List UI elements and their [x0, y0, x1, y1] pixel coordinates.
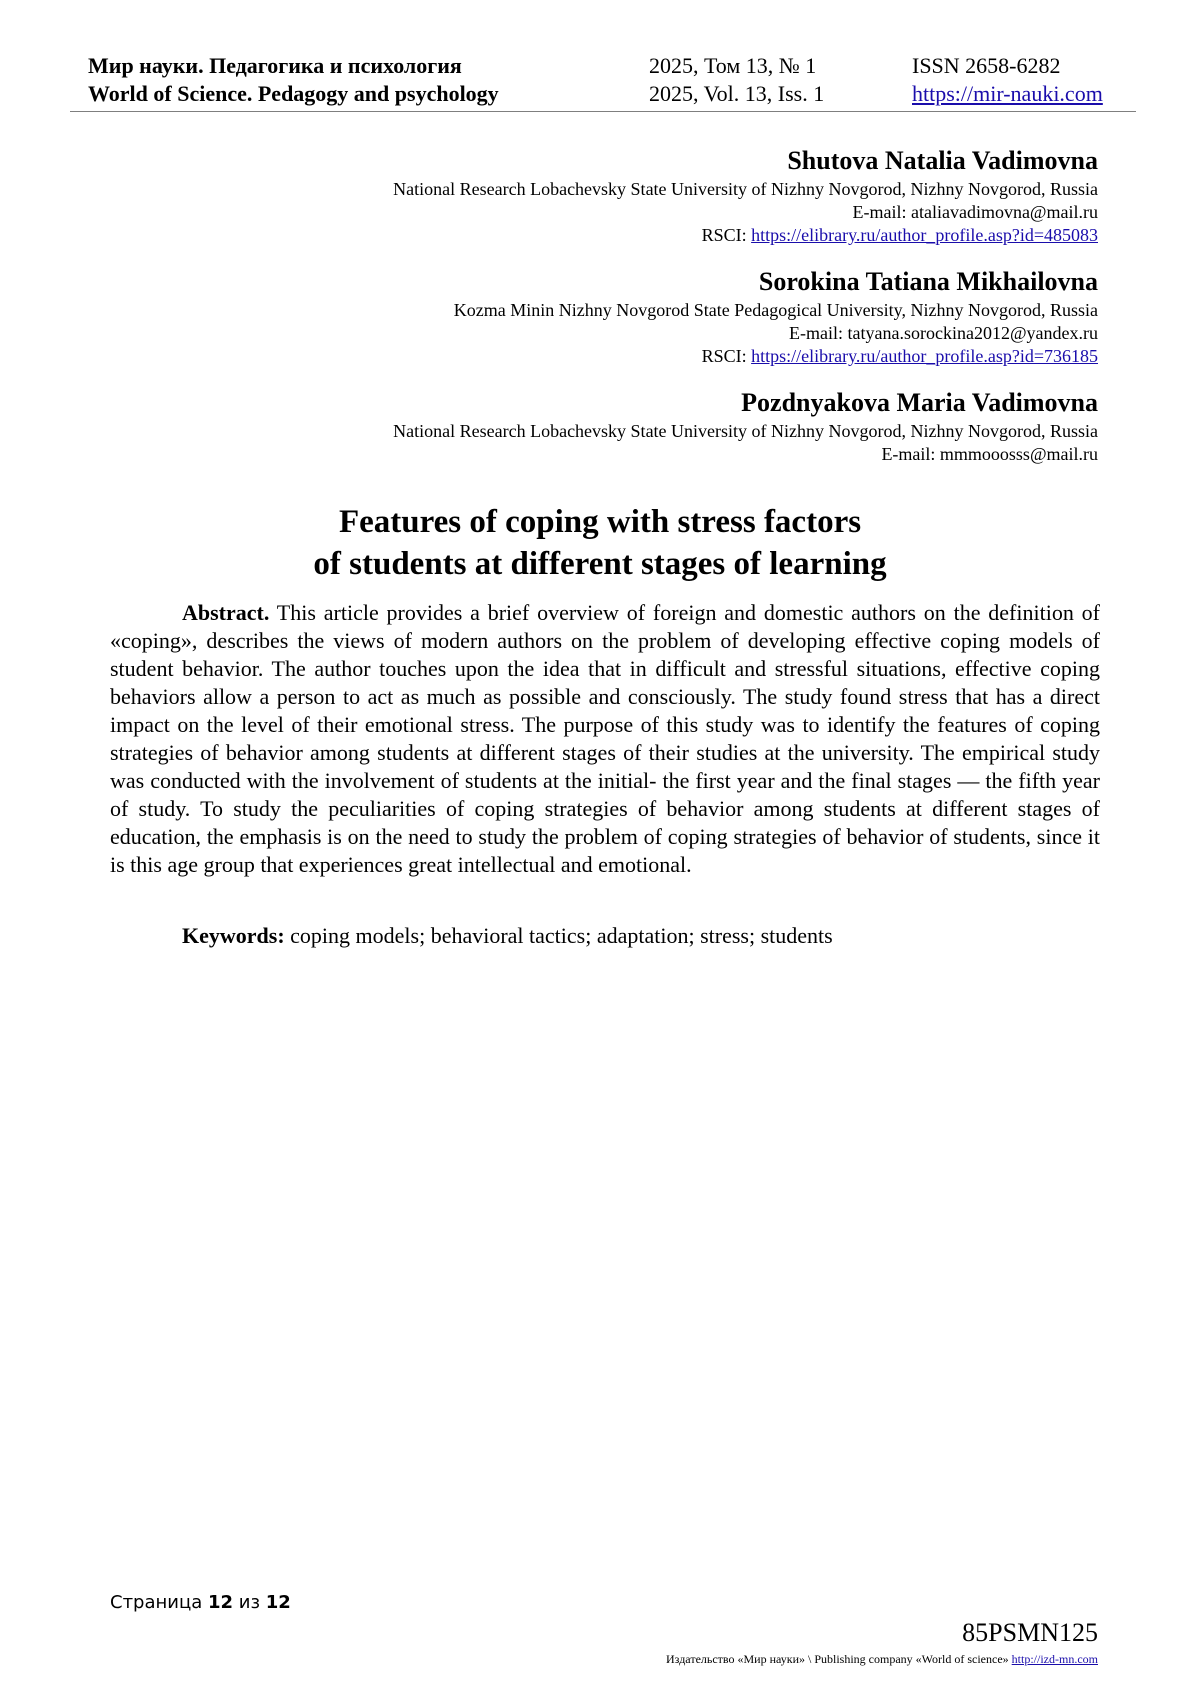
publisher-line: [666, 1651, 1098, 1667]
abstract-text: This article provides a brief overview of foreign and domestic authors on the definition of «coping», describes the views of modern authors on the problem of developing effective coping models of student behavior. The author touches upon the idea that in difficult and stressful situations, effective coping behaviors allow a person to act as much as possible and consciously. The study found stress that has a direct impact on the level of their emotional stress. The purpose of this study was to identify the features of coping strategies of behavior among students at different stages of their studies at the university. The empirical study was conducted with the involvement of students at the initial- the first year and the final stages — the fifth year of study. To study the peculiarities of coping strategies of behavior among students at different stages of education, the emphasis is on the need to study the problem of coping strategies of behavior of students, since it is this age group that experiences great intellectual and emotional.: [110, 600, 1100, 877]
keywords-text: coping models; behavioral tactics; adaptation; stress; students: [284, 923, 833, 948]
publisher-link[interactable]: http://izd-mn.com: [1011, 1652, 1098, 1666]
author-email: E-mail: ataliavadimovna@mail.ru: [852, 202, 1098, 222]
header-divider: [70, 111, 1136, 112]
authors-block: [98, 144, 1098, 484]
journal-header: [88, 52, 1122, 108]
author-name: Sorokina Tatiana Mikhailovna: [758, 267, 1098, 296]
issue-info-en: 2025, Vol. 13, Iss. 1: [649, 81, 825, 106]
journal-website-link[interactable]: https://mir-nauki.com: [912, 81, 1103, 106]
article-title: [100, 501, 1100, 585]
author-affiliation: National Research Lobachevsky State University of Nizhny Novgorod, Nizhny Novgorod, Russia: [393, 179, 1098, 199]
author-1: [98, 144, 1098, 247]
issn: ISSN 2658-6282: [912, 53, 1061, 78]
header-row-en: [88, 80, 1122, 108]
author-3: [98, 386, 1098, 466]
author-email: E-mail: mmmooosss@mail.ru: [881, 444, 1098, 464]
author-name: Shutova Natalia Vadimovna: [787, 146, 1098, 175]
page-total: 12: [265, 1592, 291, 1613]
rsci-link[interactable]: https://elibrary.ru/author_profile.asp?id=736185: [751, 346, 1098, 366]
rsci-label: RSCI:: [701, 225, 752, 245]
abstract-label: Abstract.: [182, 600, 270, 625]
author-2: [98, 265, 1098, 368]
keywords-label: Keywords:: [182, 923, 285, 948]
rsci-link[interactable]: https://elibrary.ru/author_profile.asp?id=485083: [751, 225, 1098, 245]
journal-title-ru: Мир науки. Педагогика и психология: [88, 53, 462, 78]
author-affiliation: National Research Lobachevsky State University of Nizhny Novgorod, Nizhny Novgorod, Russia: [393, 421, 1098, 441]
author-name: Pozdnyakova Maria Vadimovna: [741, 388, 1098, 417]
title-line-2: of students at different stages of learning: [313, 546, 887, 582]
rsci-label: RSCI:: [701, 346, 752, 366]
publisher-text: Издательство «Мир науки» \ Publishing company «World of science»: [666, 1652, 1012, 1666]
article-code: 85PSMN125: [962, 1618, 1098, 1647]
author-rsci: [98, 345, 1098, 368]
title-line-1: Features of coping with stress factors: [338, 504, 862, 540]
issue-info-ru: 2025, Том 13, № 1: [649, 53, 817, 78]
page-current: 12: [207, 1592, 234, 1613]
page-mid: из: [233, 1592, 266, 1613]
author-affiliation: Kozma Minin Nizhny Novgorod State Pedagogical University, Nizhny Novgorod, Russia: [453, 300, 1098, 320]
page-counter: [110, 1591, 291, 1615]
page-prefix: Страница: [110, 1592, 208, 1613]
header-row-ru: [88, 52, 1122, 80]
journal-title-en: World of Science. Pedagogy and psychology: [88, 81, 499, 106]
abstract-paragraph: [110, 599, 1100, 879]
author-rsci: [98, 224, 1098, 247]
author-email: E-mail: tatyana.sorockina2012@yandex.ru: [789, 323, 1098, 343]
keywords-line: [182, 922, 833, 950]
